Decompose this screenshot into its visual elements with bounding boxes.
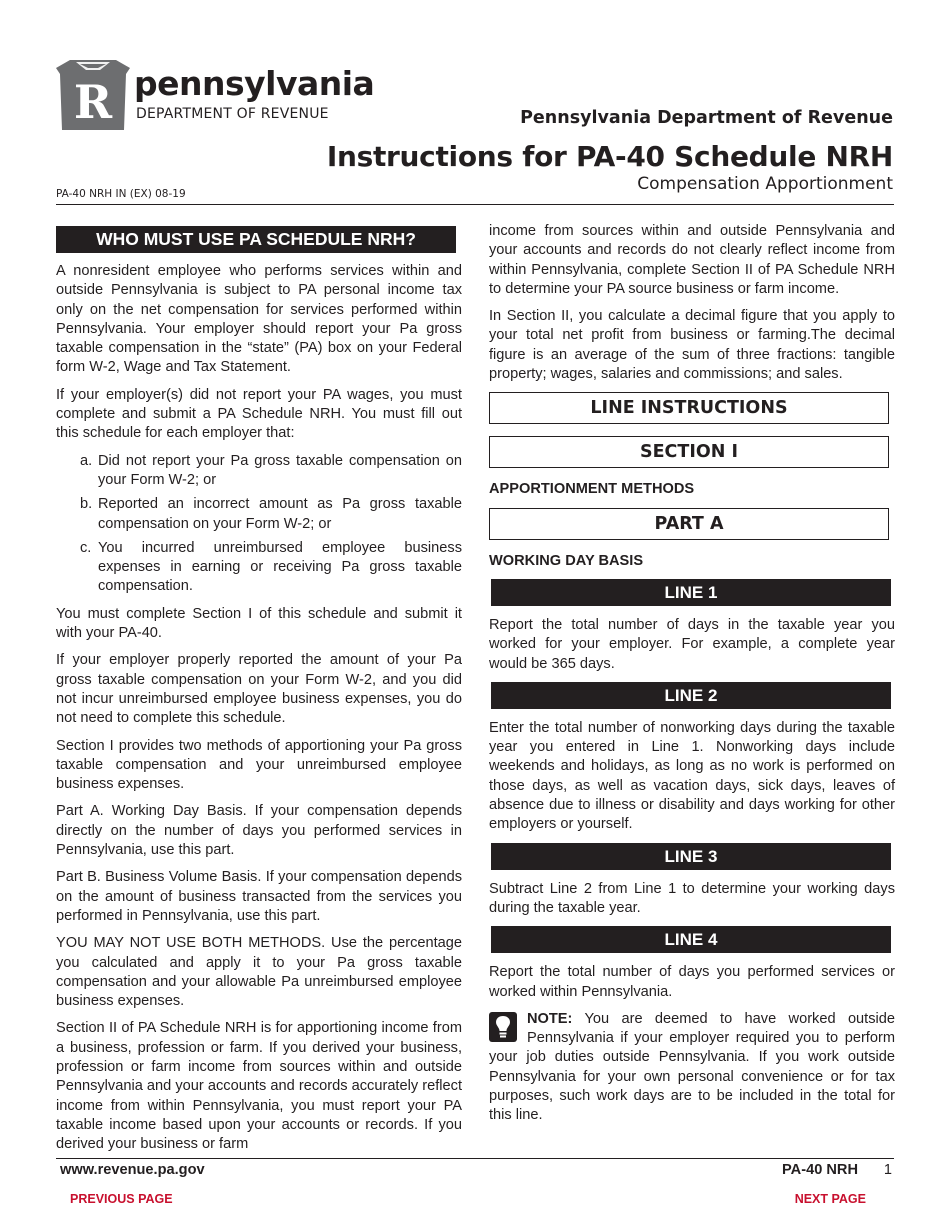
who-must-use-banner: WHO MUST USE PA SCHEDULE NRH? bbox=[56, 226, 456, 253]
right-column bbox=[489, 222, 895, 1134]
paragraph: Part A. Working Day Basis. If your compensation depends directly on the number of days you performed services in Pennsylvania, use this part. bbox=[56, 803, 462, 859]
list-item: c. You incurred unreimbursed employee business expenses in earning or receiving Pa gross taxable compensation. bbox=[80, 539, 462, 595]
header-divider bbox=[56, 204, 894, 205]
lightbulb-icon bbox=[489, 1012, 517, 1042]
department-logo bbox=[56, 60, 375, 132]
line-3-banner: LINE 3 bbox=[491, 843, 891, 870]
keystone-logo-icon bbox=[56, 60, 130, 132]
paragraph: You must complete Section I of this schedule and submit it with your PA-40. bbox=[56, 605, 462, 642]
line-instructions-heading: LINE INSTRUCTIONS bbox=[489, 392, 889, 424]
note-block bbox=[489, 1010, 895, 1126]
list-item: a. Did not report your Pa gross taxable compensation on your Form W-2; or bbox=[80, 452, 462, 488]
paragraph: In Section II, you calculate a decimal figure that you apply to your total net profit from business or farming.The decimal figure is an average of the sum of three fractions: tangible property; wages, salaries and commissions; and sales. bbox=[489, 308, 895, 383]
working-day-basis-heading: WORKING DAY BASIS bbox=[489, 552, 644, 569]
paragraph: A nonresident employee who performs services within and outside Pennsylvania is subject to PA personal income tax only on the net compensation for services performed within Pennsylvania. Your employer should report your Pa gross taxable compensation in the “state” (PA) box on your Federal form W-2, Wage and Tax Statement. bbox=[56, 263, 462, 376]
line-4-text: Report the total number of days you performed services or worked within Pennsylvania. bbox=[489, 964, 895, 1000]
line-3-text: Subtract Line 2 from Line 1 to determine your working days during the taxable year. bbox=[489, 880, 895, 916]
paragraph: YOU MAY NOT USE BOTH METHODS. Use the percentage you calculated and apply it to your Pa gross taxable compensation and your allowable Pa unreimbursed employee business expenses. bbox=[56, 935, 462, 1010]
previous-page-link[interactable]: PREVIOUS PAGE bbox=[70, 1192, 173, 1206]
footer-divider bbox=[56, 1158, 894, 1159]
footer-form-name: PA-40 NRH bbox=[782, 1162, 858, 1178]
apportionment-methods-heading: APPORTIONMENT METHODS bbox=[489, 481, 695, 498]
paragraph: Part B. Business Volume Basis. If your compensation depends on the amount of business transacted from the services you performed in Pennsylvania, use this part. bbox=[56, 869, 462, 924]
paragraph: Section I provides two methods of apportioning your Pa gross taxable compensation and your unreimbursed employee business expenses. bbox=[56, 737, 462, 793]
section-heading: SECTION I bbox=[489, 436, 889, 468]
page-subtitle: Compensation Apportionment bbox=[637, 174, 893, 194]
line-2-text: Enter the total number of nonworking days during the taxable year you entered in Line 1. Nonworking days include weekends and holidays, as long as no work is performed on those days, as well as vacation days, sick days, leaves of absence due to illness or disability and days working for other employers or yourself. bbox=[489, 719, 895, 833]
employer-conditions-list bbox=[56, 452, 462, 597]
line-1-banner: LINE 1 bbox=[491, 579, 891, 606]
page-number: 1 bbox=[883, 1162, 892, 1178]
svg-text:R: R bbox=[73, 75, 113, 129]
part-heading: PART A bbox=[489, 508, 889, 540]
paragraph: income from sources within and outside Pennsylvania and your accounts and records do not clearly reflect income from within Pennsylvania, complete Section II of PA Schedule NRH to determine your PA source business or farm income. bbox=[489, 223, 895, 297]
brand-name: pennsylvania bbox=[134, 64, 375, 103]
paragraph: Section II of PA Schedule NRH is for apportioning income from a business, profession or farm. If you derived your business, profession or farm income from sources within and outside Pennsylvania and your accounts and records accurately reflect income from within Pennsylvania, you must report your PA taxable income based upon your accounts or records. If you derived your business or farm bbox=[56, 1020, 462, 1153]
left-column bbox=[56, 222, 462, 1162]
line-1-text: Report the total number of days in the taxable year you worked for your employer. For example, a complete year would be 365 days. bbox=[489, 616, 895, 672]
line-4-banner: LINE 4 bbox=[491, 926, 891, 953]
footer-url: www.revenue.pa.gov bbox=[60, 1162, 205, 1178]
header-department: Pennsylvania Department of Revenue bbox=[520, 108, 893, 128]
note-label: NOTE: bbox=[527, 1010, 573, 1027]
paragraph: If your employer(s) did not report your PA wages, you must complete and submit a PA Schedule NRH. You must fill out this schedule for each employer that: bbox=[56, 386, 462, 442]
paragraph: If your employer properly reported the amount of your Pa gross taxable compensation on your Form W-2, and you did not incur unreimbursed employee business expenses, you do not need to complete this schedule. bbox=[56, 652, 462, 727]
brand-subtitle: DEPARTMENT OF REVENUE bbox=[136, 106, 329, 122]
page-title: Instructions for PA-40 Schedule NRH bbox=[326, 140, 893, 173]
form-code: PA-40 NRH IN (EX) 08-19 bbox=[56, 188, 186, 200]
line-2-banner: LINE 2 bbox=[491, 682, 891, 709]
next-page-link[interactable]: NEXT PAGE bbox=[794, 1192, 866, 1206]
note-text: You are deemed to have worked outside Pennsylvania if your employer required you to perform your job duties outside Pennsylvania. If you work outside Pennsylvania for your own personal convenience or for tax purposes, such work days are to be included in the total for this line. bbox=[489, 1010, 895, 1124]
list-item: b. Reported an incorrect amount as Pa gross taxable compensation on your Form W-2; or bbox=[80, 496, 462, 532]
